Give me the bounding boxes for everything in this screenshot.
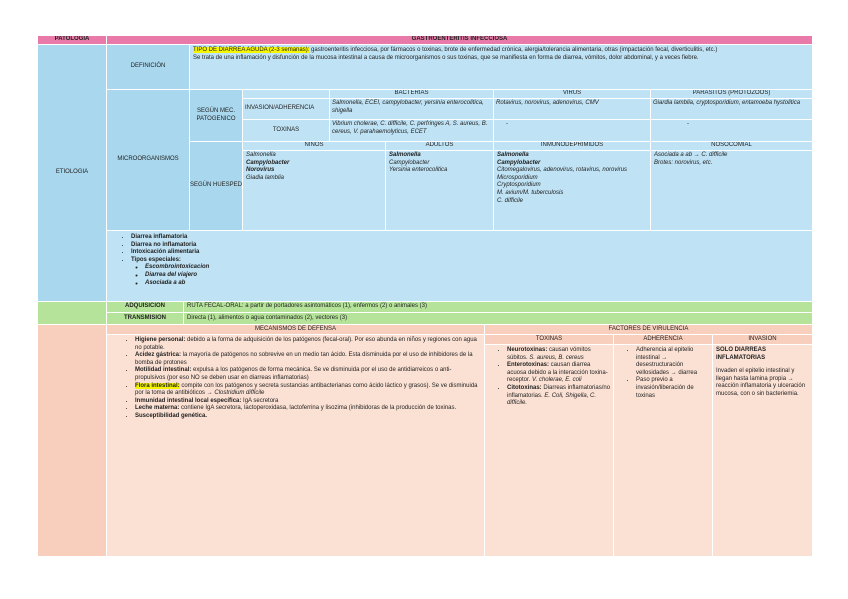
defensa-item-title: Flora intestinal: [135, 382, 180, 389]
defensa-item-title: Acidez gástrica: [135, 352, 182, 359]
toxinas-label: TOXINAS [243, 120, 329, 141]
virulencia-toxinas-head: TOXINAS [485, 335, 613, 344]
list-item: Norovirus [246, 167, 275, 174]
invasion-label: INVASION/ADHERENCIA [243, 99, 329, 119]
defensa-item-title: Susceptibilidad genética. [135, 412, 208, 419]
defensa-title: MECANISMOS DE DEFENSA [107, 325, 484, 334]
list-item: Salmonella [246, 152, 276, 158]
list-item [507, 362, 611, 385]
list-item: Brotes: norovirus, etc. [654, 159, 713, 166]
virulencia-invasion [713, 345, 812, 556]
list-item: Campylobacter [389, 159, 430, 166]
invasion-bacterias: Salmonella, ECEI, campylobacter, yersinia enterocolitica, shigella [330, 99, 493, 119]
col-bacterias: BACTERIAS [330, 90, 493, 98]
definicion-text1: gastroenteritis infecciosa, por fármacos o toxinas, brote de enfermedad crónica, alergia/tolerancia alimentaria, otras (impactación fecal, diverticulitis, etc.) [309, 47, 718, 53]
list-item: • Adherencia al epitelio intestinal → desestructuración vellosidades → diarrea [636, 347, 710, 377]
list-item: Campylobacter [497, 159, 541, 166]
col-inmuno: INMUNODEPRIMIDOS [494, 142, 650, 150]
virulencia-adherencia [614, 345, 712, 556]
list-item: Microsporidium [497, 174, 538, 181]
adultos-list [386, 151, 493, 230]
header-patologia: PATOLOGÍA [38, 36, 106, 44]
list-item: Yersinia enterocolitica [389, 167, 448, 174]
tipos-section [107, 231, 812, 301]
list-item [507, 385, 611, 408]
defensa-item-text: expulsa a los patógenos de forma mecánica. Se ve disminuida por el uso de antidiarreicos o anti-propulsivos (por eso NO se deben usar en diarreas inflamatorias) [135, 367, 452, 381]
list-item: ◦ Escombrointoxicacion [145, 264, 812, 272]
definicion-text2: Se trata de una inflamación y disfunción de la mucosa intestinal a causa de microorganismos o sus toxinas, que se manifiesta en forma de diarrea, vómitos, dolor abdominal, y a veces fiebre. [193, 54, 699, 61]
list-item: Asociada a ab → C. difficile [654, 152, 728, 158]
list-item: Campylobacter [246, 159, 290, 166]
invasion-parasitos: Giardia lamblia, cryptosporidium, entamoeba hystolitica [651, 99, 812, 119]
virulencia-title: FACTORES DE VIRULENCIA [485, 325, 812, 334]
toxina-examples: S. aureus, B. cereus [529, 354, 584, 361]
toxina-text: causan vómitos súbitos. [507, 347, 591, 361]
definicion-label: DEFINICIÓN [107, 45, 189, 89]
toxina-examples: E. Coli, Shigella, C. difficile. [507, 392, 597, 407]
virulencia-toxinas [485, 345, 613, 556]
defensa-item-title: Inmunidad intestinal local específica: [135, 397, 242, 404]
list-item: • Intoxicación alimentaria [131, 249, 812, 257]
toxina-text: causan diarrea acuosa debido a la interacción toxina-receptor. [507, 362, 608, 384]
invasion-virus: Rotavirus, norovirus, adenovirus, CMV [494, 99, 650, 119]
col-adultos: ADULTOS [386, 142, 493, 150]
toxina-title: Citotoxinas: [507, 384, 542, 391]
adquisicion-text: RUTA FECAL-ORAL: a partir de portadores asintomáticos (1), enfermos (2) o animales (3) [184, 302, 812, 312]
microorganismos-label: MICROORGANISMOS [107, 90, 189, 230]
col-nosocomial: NOSOCOMIAL [651, 142, 812, 150]
list-item: ◦ Asociada a ab [145, 280, 812, 288]
list-item: M. avium/M. tuberculosis [497, 189, 564, 196]
transmision-text: Directa (1), alimentos o agua contaminados (2), vectores (3) [184, 313, 812, 324]
ninos-list [243, 151, 385, 230]
virulencia-invasion-head: INVASION [713, 335, 812, 344]
list-item: ◦ Diarrea del viajero [145, 272, 812, 280]
toxina-title: Enterotoxinas: [507, 362, 550, 369]
defensa-item-title: Higiene personal: [135, 337, 186, 343]
list-item: • Paso previo a invasión/liberación de toxinas [636, 377, 710, 400]
defensa-item-text: debido a la forma de adquisición de los patógenos (fecal-oral). Por eso abunda en niños y regiones con agua no potable. [135, 337, 477, 351]
list-item: Salmonella [497, 152, 529, 158]
list-item [135, 367, 480, 382]
huesped-label: SEGÚN HUESPED [190, 142, 242, 230]
list-item [135, 337, 480, 352]
list-item [507, 347, 611, 362]
virulencia-adherencia-head: ADHERENCIA [614, 335, 712, 344]
list-item [135, 398, 480, 406]
col-ninos: NIÑOS [243, 142, 385, 150]
list-item [135, 413, 480, 421]
list-item [135, 405, 480, 413]
invasion-title: SOLO DIARREAS INFLAMATORIAS [716, 347, 767, 361]
toxinas-bacterias: Vibrium cholerae, C. difficile, C. perfringes A, S. aureus, B. cereus, V. parahaemolyticus, ECET [330, 120, 493, 141]
list-item: Cryptosporidium [497, 182, 541, 189]
etiologia-label: ETIOLOGIA [38, 45, 106, 301]
inmuno-list [494, 151, 650, 230]
list-item: • Diarrea no inflamatoria [131, 242, 812, 250]
list-item: • Diarrea inflamatoria [131, 234, 812, 242]
list-item [135, 352, 480, 367]
defensa-item-text: contiene IgA secretora, lactoperoxidasa, lactoferrina y lisozima (inhibidoras de la producción de toxinas. [179, 405, 457, 412]
defensa-item-text: IgA secretora [241, 397, 279, 404]
col-virus: VIRUS [494, 90, 650, 98]
header-title: GASTROENTERITIS INFECCIOSA [107, 36, 812, 44]
definicion-text [190, 45, 812, 89]
defensa-item-title: Motilidad intestinal: [135, 367, 192, 374]
toxinas-parasitos: - [651, 120, 812, 141]
toxina-title: Neurotoxinas: [507, 347, 548, 353]
peach-side [38, 325, 106, 556]
col-parasitos: PARASITOS (PROTOZOOS) [651, 90, 812, 98]
toxina-examples: V. cholerae, E. coli [532, 377, 582, 384]
mec-patogenico-label: SEGÚN MEC. PATOGENICO [190, 90, 242, 141]
nosocomial-list [651, 151, 812, 230]
tipos-especiales-label: Tipos especiales: [131, 256, 181, 263]
toxina-text: Diarreas inflamatorias/no inflamatorias. [507, 384, 611, 399]
list-item: Citomegalovirus, adenovirus, rotavirus, norovirus [497, 167, 628, 174]
list-item: Giadia lamblia [246, 174, 285, 181]
definicion-highlight: TIPO DE DIARREA AGUDA (2-3 semanas): [193, 47, 310, 53]
defensa-item-text: la mayoría de patógenos no sobrevive en un medio tan ácido. Esta disminuida por el uso de inhibidores de la bomba de protones [135, 352, 473, 366]
transmision-label: TRANSMISION [107, 313, 183, 324]
toxinas-virus: - [494, 120, 650, 141]
green-side [38, 302, 106, 324]
defensa-item-title: Leche materna: [135, 405, 180, 412]
col-head-blank [243, 90, 329, 98]
defensa-item-text: compite con los patógenos y secreta sustancias antibacterianas como ácido láctico y grasos). Se ve disminuida por la toma de antibióticos → [135, 382, 478, 397]
adquisicion-label: ADQUISICION [107, 302, 183, 312]
defensa-item-italic: Clostridium difficile [214, 390, 265, 397]
invasion-text: Invaden el epitelio intestinal y llegan hasta lamina propia → reacción inflamatoria y ulceración mucosa, con o sin bacteriemia. [716, 368, 806, 397]
list-item: C. difficile [497, 197, 524, 204]
list-item [135, 383, 480, 398]
defensa-list [107, 335, 484, 556]
list-item [131, 257, 812, 287]
list-item: Salmonella [389, 152, 421, 158]
